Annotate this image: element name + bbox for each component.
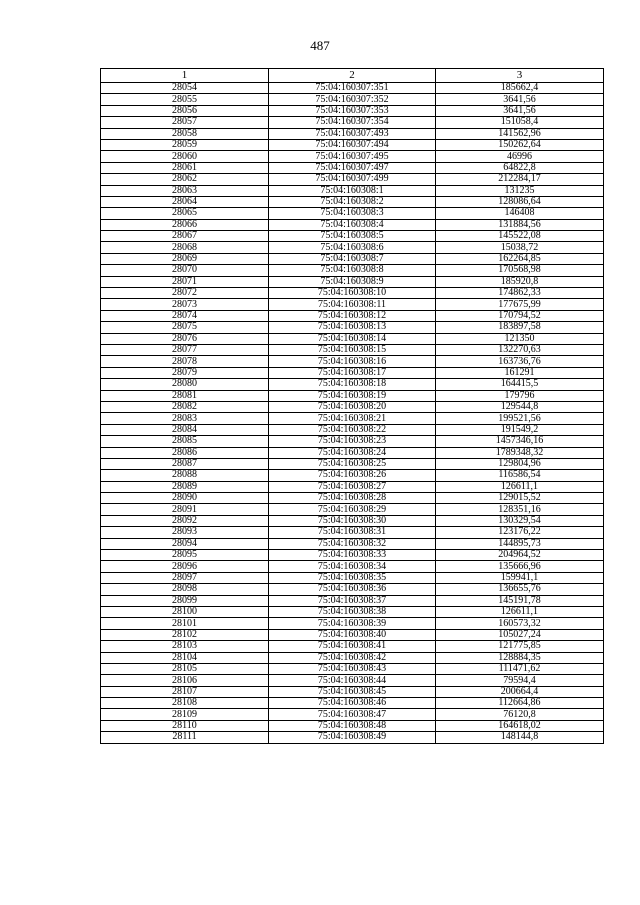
cadastral-number-cell: 75:04:160308:5: [269, 231, 436, 242]
table-row: [101, 401, 604, 412]
cadastral-number-cell: 75:04:160307:493: [269, 128, 436, 139]
value-cell: 64822,8: [436, 162, 604, 173]
table-row: [101, 367, 604, 378]
row-number-cell: 28071: [101, 276, 269, 287]
table-row: [101, 288, 604, 299]
value-cell: 3641,56: [436, 94, 604, 105]
table-row: [101, 379, 604, 390]
row-number-cell: 28094: [101, 538, 269, 549]
value-cell: 199521,56: [436, 413, 604, 424]
value-cell: 15038,72: [436, 242, 604, 253]
table-row: [101, 344, 604, 355]
row-number-cell: 28084: [101, 424, 269, 435]
table-row: [101, 242, 604, 253]
row-number-cell: 28107: [101, 686, 269, 697]
value-cell: 116586,54: [436, 470, 604, 481]
table-row: [101, 196, 604, 207]
row-number-cell: 28065: [101, 208, 269, 219]
row-number-cell: 28093: [101, 527, 269, 538]
table-row: [101, 310, 604, 321]
value-cell: 151058,4: [436, 117, 604, 128]
table-row: [101, 424, 604, 435]
row-number-cell: 28101: [101, 618, 269, 629]
row-number-cell: 28061: [101, 162, 269, 173]
table-row: [101, 709, 604, 720]
table-row: [101, 550, 604, 561]
value-cell: 163736,76: [436, 356, 604, 367]
value-cell: 1789348,32: [436, 447, 604, 458]
column-header-1: 1: [101, 69, 269, 83]
value-cell: 130329,54: [436, 515, 604, 526]
value-cell: 135666,96: [436, 561, 604, 572]
row-number-cell: 28091: [101, 504, 269, 515]
cadastral-number-cell: 75:04:160308:47: [269, 709, 436, 720]
table-row: [101, 447, 604, 458]
row-number-cell: 28060: [101, 151, 269, 162]
row-number-cell: 28075: [101, 322, 269, 333]
cadastral-number-cell: 75:04:160308:49: [269, 732, 436, 743]
row-number-cell: 28111: [101, 732, 269, 743]
row-number-cell: 28109: [101, 709, 269, 720]
row-number-cell: 28068: [101, 242, 269, 253]
value-cell: 79594,4: [436, 675, 604, 686]
value-cell: 132270,63: [436, 344, 604, 355]
table-row: [101, 698, 604, 709]
table-row: [101, 356, 604, 367]
row-number-cell: 28073: [101, 299, 269, 310]
value-cell: 146408: [436, 208, 604, 219]
table-row: [101, 162, 604, 173]
value-cell: 1457346,16: [436, 436, 604, 447]
value-cell: 141562,96: [436, 128, 604, 139]
table-row: [101, 515, 604, 526]
row-number-cell: 28110: [101, 720, 269, 731]
table-row: [101, 174, 604, 185]
cadastral-number-cell: 75:04:160308:30: [269, 515, 436, 526]
cadastral-number-cell: 75:04:160308:9: [269, 276, 436, 287]
cadastral-number-cell: 75:04:160308:33: [269, 550, 436, 561]
table-row: [101, 185, 604, 196]
row-number-cell: 28063: [101, 185, 269, 196]
cadastral-number-cell: 75:04:160308:8: [269, 265, 436, 276]
cadastral-number-cell: 75:04:160307:499: [269, 174, 436, 185]
cadastral-number-cell: 75:04:160308:22: [269, 424, 436, 435]
cadastral-number-cell: 75:04:160308:32: [269, 538, 436, 549]
value-cell: 204964,52: [436, 550, 604, 561]
cadastral-number-cell: 75:04:160308:20: [269, 401, 436, 412]
row-number-cell: 28082: [101, 401, 269, 412]
value-cell: 145522,08: [436, 231, 604, 242]
table-row: [101, 276, 604, 287]
row-number-cell: 28106: [101, 675, 269, 686]
cadastral-number-cell: 75:04:160308:46: [269, 698, 436, 709]
value-cell: 112664,86: [436, 698, 604, 709]
cadastral-number-cell: 75:04:160308:4: [269, 219, 436, 230]
table-row: [101, 105, 604, 116]
row-number-cell: 28090: [101, 493, 269, 504]
value-cell: 136655,76: [436, 584, 604, 595]
cadastral-number-cell: 75:04:160308:25: [269, 458, 436, 469]
row-number-cell: 28077: [101, 344, 269, 355]
cadastral-number-cell: 75:04:160308:29: [269, 504, 436, 515]
row-number-cell: 28086: [101, 447, 269, 458]
value-cell: 3641,56: [436, 105, 604, 116]
table-row: [101, 720, 604, 731]
table-row: [101, 231, 604, 242]
table-row: [101, 94, 604, 105]
cadastral-number-cell: 75:04:160308:2: [269, 196, 436, 207]
row-number-cell: 28099: [101, 595, 269, 606]
table-row: [101, 470, 604, 481]
cadastral-number-cell: 75:04:160308:17: [269, 367, 436, 378]
cadastral-number-cell: 75:04:160308:39: [269, 618, 436, 629]
row-number-cell: 28059: [101, 139, 269, 150]
column-header-3: 3: [436, 69, 604, 83]
cadastral-number-cell: 75:04:160307:352: [269, 94, 436, 105]
row-number-cell: 28104: [101, 652, 269, 663]
cadastral-number-cell: 75:04:160308:45: [269, 686, 436, 697]
table-row: [101, 481, 604, 492]
cadastral-number-cell: 75:04:160307:351: [269, 83, 436, 94]
cadastral-number-cell: 75:04:160308:42: [269, 652, 436, 663]
value-cell: 164415,5: [436, 379, 604, 390]
value-cell: 177675,99: [436, 299, 604, 310]
cadastral-number-cell: 75:04:160308:18: [269, 379, 436, 390]
cadastral-number-cell: 75:04:160308:10: [269, 288, 436, 299]
value-cell: 129015,52: [436, 493, 604, 504]
row-number-cell: 28056: [101, 105, 269, 116]
value-cell: 148144,8: [436, 732, 604, 743]
cadastral-number-cell: 75:04:160308:16: [269, 356, 436, 367]
cadastral-number-cell: 75:04:160308:24: [269, 447, 436, 458]
table-row: [101, 219, 604, 230]
cadastral-number-cell: 75:04:160308:36: [269, 584, 436, 595]
table-row: [101, 322, 604, 333]
value-cell: 145191,78: [436, 595, 604, 606]
value-cell: 162264,85: [436, 253, 604, 264]
cadastral-number-cell: 75:04:160308:7: [269, 253, 436, 264]
row-number-cell: 28070: [101, 265, 269, 276]
cadastral-number-cell: 75:04:160308:23: [269, 436, 436, 447]
table-header-row: [101, 69, 604, 83]
data-table: [100, 68, 604, 744]
cadastral-number-cell: 75:04:160308:31: [269, 527, 436, 538]
value-cell: 131235: [436, 185, 604, 196]
value-cell: 185920,8: [436, 276, 604, 287]
cadastral-number-cell: 75:04:160308:6: [269, 242, 436, 253]
value-cell: 129804,96: [436, 458, 604, 469]
row-number-cell: 28105: [101, 663, 269, 674]
value-cell: 46996: [436, 151, 604, 162]
value-cell: 170794,52: [436, 310, 604, 321]
value-cell: 200664,4: [436, 686, 604, 697]
value-cell: 76120,8: [436, 709, 604, 720]
cadastral-number-cell: 75:04:160308:37: [269, 595, 436, 606]
row-number-cell: 28079: [101, 367, 269, 378]
table-row: [101, 629, 604, 640]
row-number-cell: 28078: [101, 356, 269, 367]
row-number-cell: 28095: [101, 550, 269, 561]
row-number-cell: 28080: [101, 379, 269, 390]
row-number-cell: 28085: [101, 436, 269, 447]
row-number-cell: 28076: [101, 333, 269, 344]
row-number-cell: 28083: [101, 413, 269, 424]
value-cell: 150262,64: [436, 139, 604, 150]
table-row: [101, 265, 604, 276]
cadastral-number-cell: 75:04:160308:44: [269, 675, 436, 686]
table-row: [101, 663, 604, 674]
cadastral-number-cell: 75:04:160308:41: [269, 641, 436, 652]
row-number-cell: 28064: [101, 196, 269, 207]
cadastral-number-cell: 75:04:160308:43: [269, 663, 436, 674]
value-cell: 126611,1: [436, 606, 604, 617]
row-number-cell: 28097: [101, 572, 269, 583]
value-cell: 170568,98: [436, 265, 604, 276]
value-cell: 131884,56: [436, 219, 604, 230]
table-row: [101, 333, 604, 344]
row-number-cell: 28088: [101, 470, 269, 481]
row-number-cell: 28103: [101, 641, 269, 652]
cadastral-number-cell: 75:04:160308:1: [269, 185, 436, 196]
cadastral-number-cell: 75:04:160308:12: [269, 310, 436, 321]
row-number-cell: 28069: [101, 253, 269, 264]
value-cell: 159941,1: [436, 572, 604, 583]
cadastral-number-cell: 75:04:160308:35: [269, 572, 436, 583]
table-row: [101, 458, 604, 469]
table-body: [101, 83, 604, 744]
cadastral-number-cell: 75:04:160308:11: [269, 299, 436, 310]
cadastral-number-cell: 75:04:160308:3: [269, 208, 436, 219]
value-cell: 179796: [436, 390, 604, 401]
value-cell: 212284,17: [436, 174, 604, 185]
cadastral-number-cell: 75:04:160308:15: [269, 344, 436, 355]
value-cell: 129544,8: [436, 401, 604, 412]
row-number-cell: 28108: [101, 698, 269, 709]
table-row: [101, 675, 604, 686]
value-cell: 191549,2: [436, 424, 604, 435]
table-row: [101, 253, 604, 264]
row-number-cell: 28092: [101, 515, 269, 526]
value-cell: 126611,1: [436, 481, 604, 492]
value-cell: 121350: [436, 333, 604, 344]
cadastral-number-cell: 75:04:160308:21: [269, 413, 436, 424]
value-cell: 121775,85: [436, 641, 604, 652]
table-row: [101, 652, 604, 663]
table-row: [101, 606, 604, 617]
value-cell: 123176,22: [436, 527, 604, 538]
table-row: [101, 413, 604, 424]
table-row: [101, 436, 604, 447]
table-row: [101, 527, 604, 538]
table-row: [101, 83, 604, 94]
row-number-cell: 28072: [101, 288, 269, 299]
row-number-cell: 28066: [101, 219, 269, 230]
value-cell: 128884,35: [436, 652, 604, 663]
row-number-cell: 28074: [101, 310, 269, 321]
row-number-cell: 28058: [101, 128, 269, 139]
table-row: [101, 584, 604, 595]
row-number-cell: 28087: [101, 458, 269, 469]
table-row: [101, 208, 604, 219]
cadastral-number-cell: 75:04:160308:38: [269, 606, 436, 617]
value-cell: 174862,33: [436, 288, 604, 299]
row-number-cell: 28096: [101, 561, 269, 572]
table-row: [101, 732, 604, 743]
value-cell: 128351,16: [436, 504, 604, 515]
row-number-cell: 28081: [101, 390, 269, 401]
table-row: [101, 595, 604, 606]
page-number: 487: [310, 38, 330, 53]
table-row: [101, 504, 604, 515]
cadastral-number-cell: 75:04:160308:19: [269, 390, 436, 401]
table-row: [101, 641, 604, 652]
row-number-cell: 28054: [101, 83, 269, 94]
column-header-2: 2: [269, 69, 436, 83]
cadastral-number-cell: 75:04:160307:495: [269, 151, 436, 162]
value-cell: 183897,58: [436, 322, 604, 333]
cadastral-number-cell: 75:04:160307:494: [269, 139, 436, 150]
row-number-cell: 28062: [101, 174, 269, 185]
row-number-cell: 28089: [101, 481, 269, 492]
row-number-cell: 28100: [101, 606, 269, 617]
table-row: [101, 686, 604, 697]
value-cell: 111471,62: [436, 663, 604, 674]
table-row: [101, 139, 604, 150]
value-cell: 160573,32: [436, 618, 604, 629]
table-row: [101, 117, 604, 128]
table-row: [101, 390, 604, 401]
table-row: [101, 151, 604, 162]
cadastral-number-cell: 75:04:160308:26: [269, 470, 436, 481]
cadastral-number-cell: 75:04:160308:28: [269, 493, 436, 504]
cadastral-number-cell: 75:04:160308:40: [269, 629, 436, 640]
row-number-cell: 28055: [101, 94, 269, 105]
table-row: [101, 561, 604, 572]
table-row: [101, 299, 604, 310]
cadastral-number-cell: 75:04:160308:34: [269, 561, 436, 572]
row-number-cell: 28067: [101, 231, 269, 242]
row-number-cell: 28102: [101, 629, 269, 640]
value-cell: 164618,02: [436, 720, 604, 731]
row-number-cell: 28098: [101, 584, 269, 595]
cadastral-number-cell: 75:04:160307:354: [269, 117, 436, 128]
table-row: [101, 493, 604, 504]
row-number-cell: 28057: [101, 117, 269, 128]
value-cell: 128086,64: [436, 196, 604, 207]
cadastral-number-cell: 75:04:160308:13: [269, 322, 436, 333]
value-cell: 105027,24: [436, 629, 604, 640]
cadastral-number-cell: 75:04:160308:27: [269, 481, 436, 492]
table-row: [101, 618, 604, 629]
table-row: [101, 128, 604, 139]
value-cell: 161291: [436, 367, 604, 378]
value-cell: 185662,4: [436, 83, 604, 94]
table-row: [101, 538, 604, 549]
cadastral-number-cell: 75:04:160308:48: [269, 720, 436, 731]
cadastral-number-cell: 75:04:160307:497: [269, 162, 436, 173]
table-row: [101, 572, 604, 583]
value-cell: 144895,73: [436, 538, 604, 549]
cadastral-number-cell: 75:04:160308:14: [269, 333, 436, 344]
cadastral-number-cell: 75:04:160307:353: [269, 105, 436, 116]
